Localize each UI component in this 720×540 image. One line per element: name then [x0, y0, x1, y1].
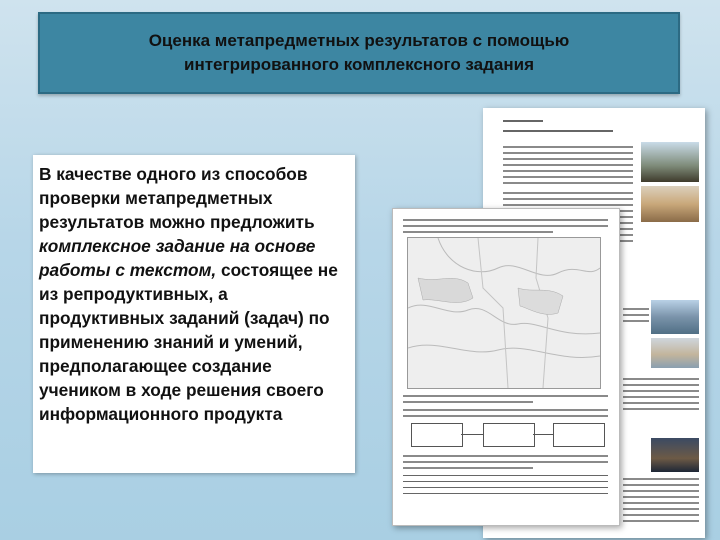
river-photo — [651, 300, 699, 334]
slide-title-line-1: Оценка метапредметных результатов с помощью — [148, 31, 570, 50]
monument-photo — [641, 142, 699, 182]
body-text-italic: комплексное задание на основе работы с текстом, — [39, 236, 316, 280]
map-image — [407, 237, 601, 389]
document-page-front-image — [392, 208, 620, 526]
body-text-part-1: В качестве одного из способов проверки метапредметных результатов можно предложить — [39, 164, 315, 232]
slide-title-box — [38, 12, 680, 94]
body-text-part-2: состоящее не из репродуктивных, а продуктивных заданий (задач) по применению знаний и умений, предполагающее создание учеником в ходе решения своего информационного продукта — [39, 260, 338, 424]
palace-photo — [651, 338, 699, 368]
map-outline-graphic — [408, 238, 600, 388]
building-photo — [641, 186, 699, 222]
slide-title-line-2: интегрированного комплексного задания — [184, 55, 534, 74]
body-text-box — [33, 155, 355, 473]
body-text — [39, 162, 349, 426]
bridge-photo — [651, 438, 699, 472]
